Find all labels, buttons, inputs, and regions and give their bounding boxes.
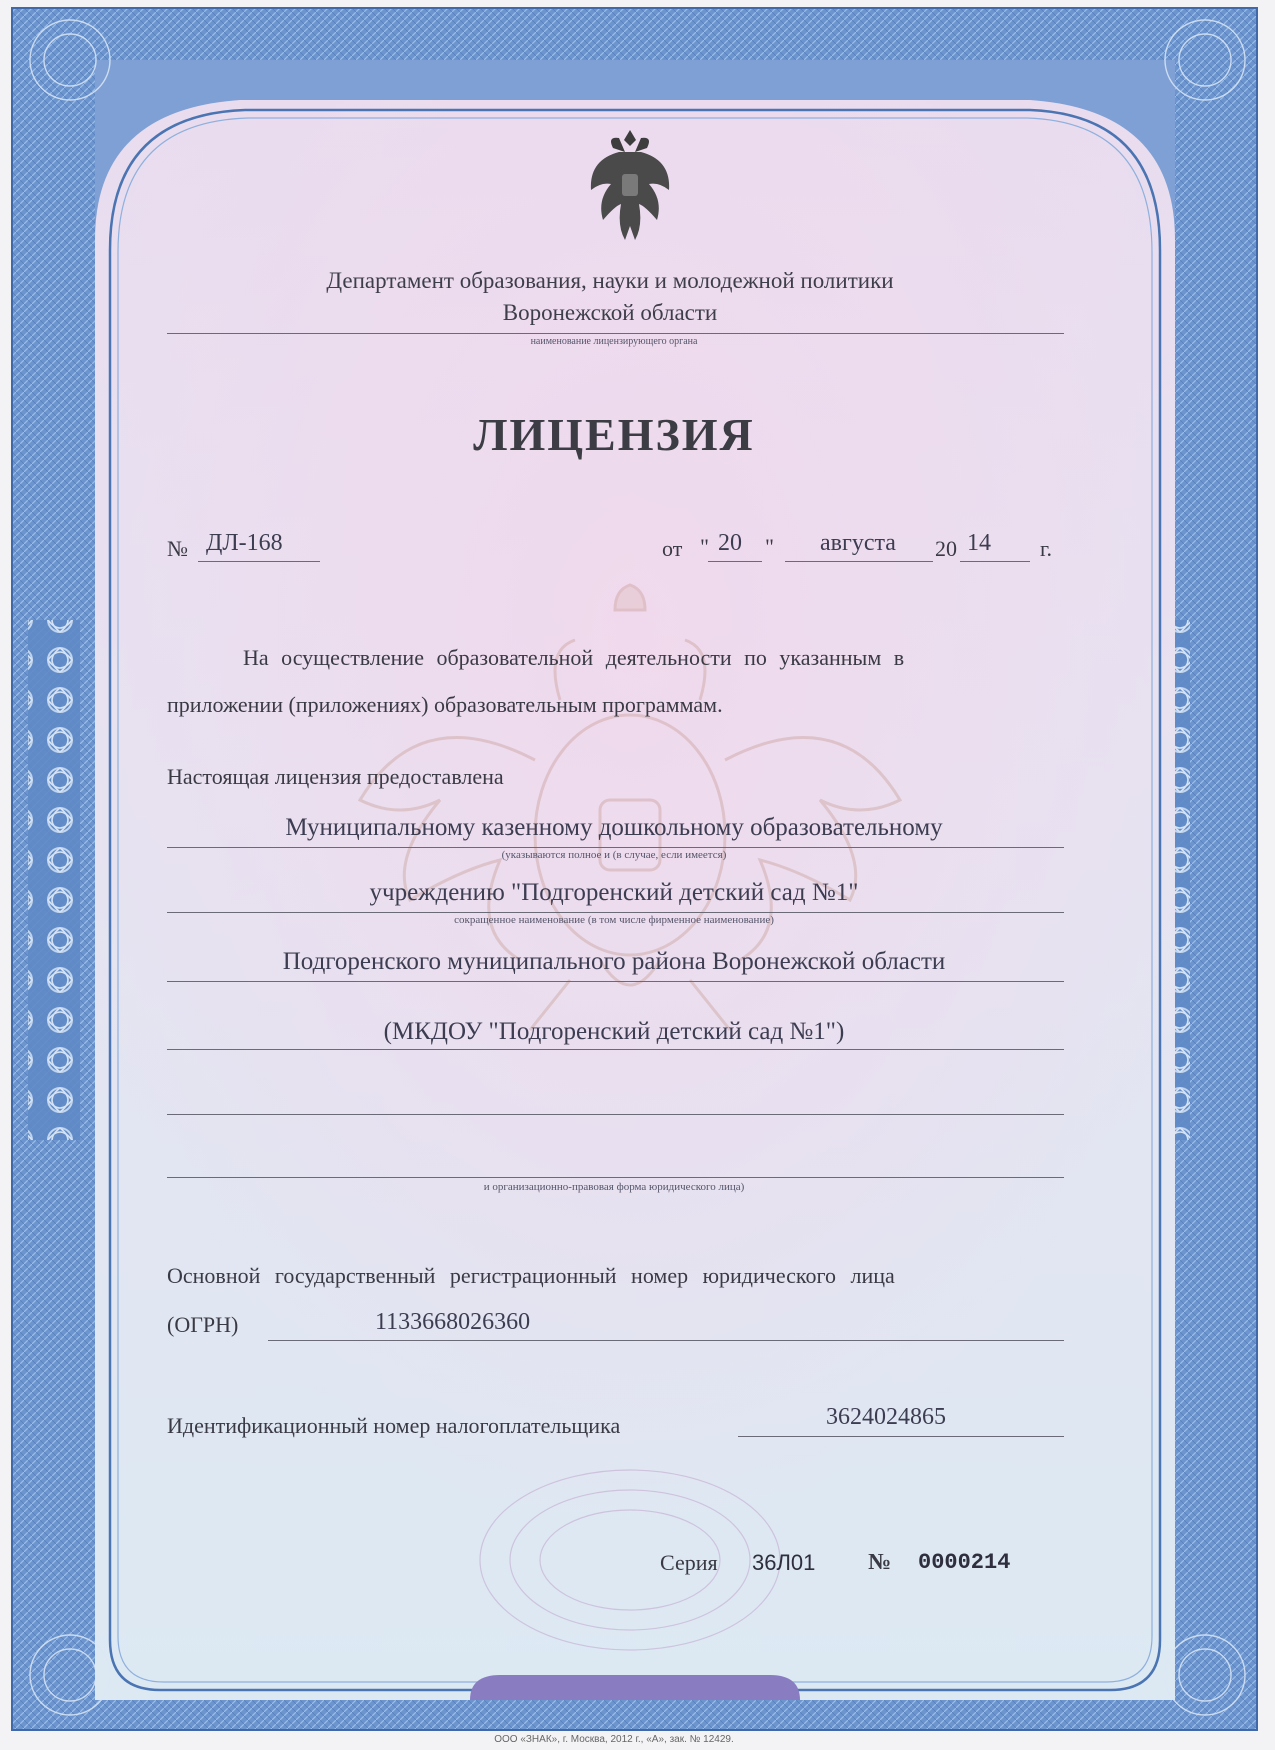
purpose-line2: приложении (приложениях) образовательным программам. xyxy=(167,692,723,717)
inn-value: 3624024865 xyxy=(826,1404,946,1430)
date-month: августа xyxy=(820,530,896,556)
series-value: 36Л01 xyxy=(752,1550,816,1575)
licensee-caption2: сокращенное наименование (в том числе фирменное наименование) xyxy=(454,914,774,926)
printer-imprint: ООО «ЗНАК», г. Москва, 2012 г., «А», зак. № 12429. xyxy=(494,1734,734,1745)
date-year-label: г. xyxy=(1040,536,1053,561)
licensee-name-line1: Муниципальному казенному дошкольному образовательному xyxy=(285,814,943,841)
series-label: Серия xyxy=(660,1550,718,1575)
date-year-underline xyxy=(960,561,1030,562)
licensee-line1-underline xyxy=(167,847,1064,848)
date-month-underline xyxy=(785,561,933,562)
licensee-name-line4: (МКДОУ "Подгоренский детский сад №1") xyxy=(383,1018,845,1045)
licensee-caption3: и организационно-правовая форма юридического лица) xyxy=(483,1181,745,1193)
licensee-line4-underline xyxy=(167,1049,1064,1050)
licensee-line6-underline xyxy=(167,1177,1064,1178)
number-sign: № xyxy=(167,536,188,561)
licensee-caption1: (указываются полное и (в случае, если имеется) xyxy=(501,849,727,861)
date-from-label: от xyxy=(662,536,683,561)
ogrn-label-line1: Основной государственный регистрационный номер юридического лица xyxy=(167,1263,895,1288)
date-year-suffix: 14 xyxy=(967,530,991,556)
date-year-prefix: 20 xyxy=(935,536,957,561)
licensee-line3-underline xyxy=(167,981,1064,982)
date-day: 20 xyxy=(718,530,742,556)
licensee-line5-underline xyxy=(167,1114,1064,1115)
authority-underline xyxy=(167,333,1064,334)
date-quote-open: " xyxy=(700,534,709,559)
license-number: ДЛ-168 xyxy=(206,530,283,556)
ogrn-label-line2: (ОГРН) xyxy=(167,1312,239,1337)
ogrn-underline xyxy=(268,1340,1064,1341)
document-title: ЛИЦЕНЗИЯ xyxy=(473,409,755,460)
granted-label: Настоящая лицензия предоставлена xyxy=(167,764,504,789)
licensee-name-line2: учреждению "Подгоренский детский сад №1" xyxy=(369,879,859,906)
inn-label: Идентификационный номер налогоплательщика xyxy=(167,1413,621,1438)
licensee-name-line3: Подгоренского муниципального района Воронежской области xyxy=(282,948,946,975)
date-day-underline xyxy=(708,561,762,562)
inn-underline xyxy=(738,1436,1064,1437)
authority-caption: наименование лицензирующего органа xyxy=(530,336,698,347)
purpose-line1: На осуществление образовательной деятельности по указанным в xyxy=(243,645,905,670)
authority-name-line2: Воронежской области xyxy=(502,300,718,325)
series-number: 0000214 xyxy=(918,1550,1011,1575)
date-quote-close: " xyxy=(765,534,774,559)
authority-name-line1: Департамент образования, науки и молодежной политики xyxy=(326,268,894,293)
ogrn-value: 1133668026360 xyxy=(375,1309,531,1335)
licensee-line2-underline xyxy=(167,912,1064,913)
series-number-sign: № xyxy=(868,1549,892,1574)
license-number-underline xyxy=(198,561,320,562)
